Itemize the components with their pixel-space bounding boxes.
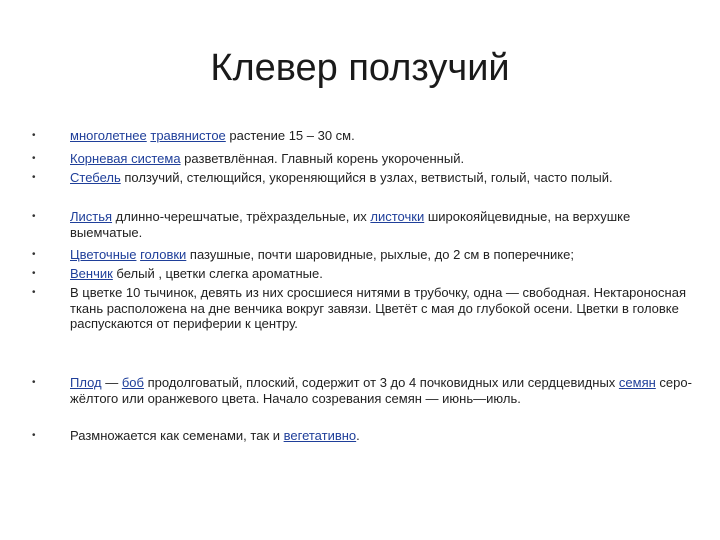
bullet-item-8 — [32, 375, 694, 406]
item-text: ползучий, стелющийся, укореняющийся в узлах, ветвистый, голый, часто полый. — [120, 170, 613, 185]
bullet-item-7 — [32, 285, 694, 332]
item-text: длинно-черешчатые, трёхраздельные, их — [112, 209, 371, 224]
term-link[interactable]: Корневая система — [70, 151, 181, 166]
bullet-point-icon: • — [32, 377, 36, 388]
term-link[interactable]: травянистое — [150, 128, 226, 143]
item-text: растение 15 – 30 см. — [225, 128, 355, 143]
bullet-point-icon: • — [32, 211, 36, 222]
bullet-item-9 — [32, 428, 694, 444]
item-text: продолговатый, плоский, содержит от 3 до 4 почковидных или сердцевидных — [143, 375, 619, 390]
bullet-point-icon: • — [32, 430, 36, 441]
term-link[interactable]: Цветочные — [70, 247, 137, 262]
term-link[interactable]: головки — [140, 247, 187, 262]
bullet-item-4 — [32, 209, 694, 240]
slide-title: Клевер ползучий — [210, 47, 510, 89]
item-text: серо-жёлтого или оранжевого цвета. Начало созревания семян — июнь—июль. — [70, 375, 692, 406]
term-link[interactable]: Стебель — [70, 170, 121, 185]
term-link[interactable]: вегетативно — [283, 428, 357, 443]
item-text: белый , цветки слегка ароматные. — [112, 266, 323, 281]
bullet-point-icon: • — [32, 153, 36, 164]
item-text: разветвлённая. Главный корень укороченный. — [180, 151, 465, 166]
bullet-point-icon: • — [32, 130, 36, 141]
bullet-item-2 — [32, 151, 694, 167]
term-link[interactable]: боб — [121, 375, 144, 390]
bullet-item-6 — [32, 266, 694, 282]
term-link[interactable]: семян — [618, 375, 656, 390]
term-link[interactable]: Листья — [70, 209, 113, 224]
item-text: . — [356, 428, 360, 443]
bullet-point-icon: • — [32, 287, 36, 298]
item-text: Размножается как семенами, так и — [70, 428, 284, 443]
term-link[interactable]: листочки — [370, 209, 425, 224]
bullet-item-5 — [32, 247, 694, 263]
item-text: — — [101, 375, 122, 390]
item-text: В цветке 10 тычинок, девять из них сросшиеся нитями в трубочку, одна — свободная. Нектароносная ткань расположена на дне венчика вокруг завязи. Цветёт с мая до глубокой осени. Цветки в головке распускаются от периферии к центру. — [70, 285, 686, 332]
bullet-point-icon: • — [32, 249, 36, 260]
bullet-item-1 — [32, 128, 694, 144]
term-link[interactable]: Плод — [70, 375, 102, 390]
item-text: широкояйцевидные, на верхушке выемчатые. — [70, 209, 631, 240]
bullet-point-icon: • — [32, 268, 36, 279]
item-text: пазушные, почти шаровидные, рыхлые, до 2 см в поперечнике; — [186, 247, 574, 262]
term-link[interactable]: Венчик — [70, 266, 113, 281]
bullet-item-3 — [32, 170, 694, 186]
bullet-point-icon: • — [32, 172, 36, 183]
term-link[interactable]: многолетнее — [70, 128, 147, 143]
